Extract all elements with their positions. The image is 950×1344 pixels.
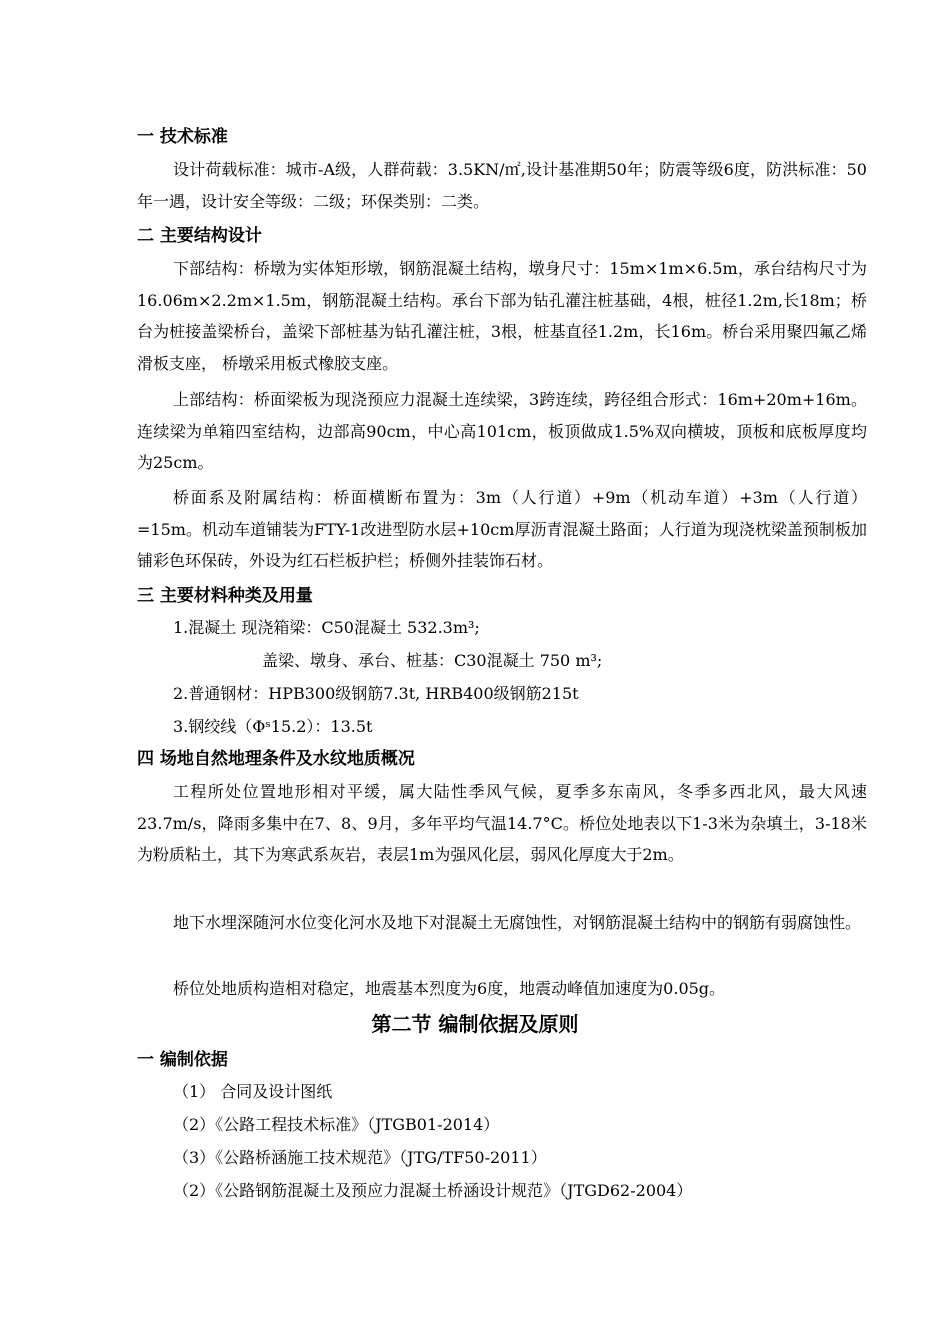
- para-terrain-climate: 工程所处位置地形相对平缓，属大陆性季风气候，夏季多东南风，冬季多西北风，最大风速23.7m/s，降雨多集中在7、8、9月，多年平均气温14.7°C。桥位处地表以下1-3米为杂填土，3-18米为粉质粘土，其下为寒武系灰岩，表层1m为强风化层，弱风化厚度大于2m。: [137, 782, 867, 864]
- basis-item: （2）《公路钢筋混凝土及预应力混凝土桥涵设计规范》（JTGD62-2004）: [173, 1181, 693, 1200]
- basis-item: （3）《公路桥涵施工技术规范》（JTG/TF50-2011）: [173, 1148, 547, 1167]
- basis-item: （1） 合同及设计图纸: [173, 1082, 333, 1101]
- heading-structure-design: 二 主要结构设计: [137, 226, 262, 246]
- para-superstructure: 上部结构：桥面梁板为现浇预应力混凝土连续梁，3跨连续，跨径组合形式：16m+20m+16m。连续梁为单箱四室结构，边部高90cm，中心高101cm，板顶做成1.5%双向横坡，顶板和底板厚度均为25cm。: [137, 390, 867, 472]
- para-design-load: 设计荷载标准：城市-A级，人群荷载：3.5KN/㎡,设计基准期50年；防震等级6度，防洪标准：50年一遇，设计安全等级：二级；环保类别：二类。: [137, 160, 867, 211]
- material-strand: 3.钢绞线（Φˢ15.2）：13.5t: [173, 717, 373, 736]
- material-steel: 2.普通钢材：HPB300级钢筋7.3t, HRB400级钢筋215t: [173, 684, 579, 703]
- heading-tech-standard: 一 技术标准: [137, 127, 228, 147]
- section-title-basis: 第二节 编制依据及原则: [371, 1012, 579, 1036]
- para-groundwater: 地下水埋深随河水位变化河水及地下对混凝土无腐蚀性，对钢筋混凝土结构中的钢筋有弱腐蚀性。: [173, 913, 862, 932]
- material-concrete-c50: 1.混凝土 现浇箱梁：C50混凝土 532.3m³;: [173, 618, 480, 637]
- material-concrete-c30: 盖梁、墩身、承台、桩基：C30混凝土 750 m³;: [262, 651, 603, 670]
- para-substructure: 下部结构：桥墩为实体矩形墩，钢筋混凝土结构，墩身尺寸：15m×1m×6.5m，承台结构尺寸为16.06m×2.2m×1.5m，钢筋混凝土结构。承台下部为钻孔灌注桩基础，4根，桩径1.2m,长18m；桥台为桩接盖梁桥台，盖梁下部桩基为钻孔灌注桩，3根，桩基直径1.2m，长16m。桥台采用聚四氟乙烯滑板支座， 桥墩采用板式橡胶支座。: [137, 259, 867, 373]
- heading-compilation-basis: 一 编制依据: [137, 1050, 228, 1070]
- basis-item: （2）《公路工程技术标准》（JTGB01-2014）: [173, 1115, 500, 1134]
- heading-materials: 三 主要材料种类及用量: [137, 586, 313, 606]
- para-geology: 桥位处地质构造相对稳定，地震基本烈度为6度，地震动峰值加速度为0.05g。: [173, 979, 726, 998]
- para-deck-system: 桥面系及附属结构：桥面横断布置为：3m（人行道）+9m（机动车道）+3m（人行道）=15m。机动车道铺装为FTY-1改进型防水层+10cm厚沥青混凝土路面；人行道为现浇枕梁盖预制板加铺彩色环保砖，外设为红石栏板护栏；桥侧外挂装饰石材。: [137, 488, 867, 570]
- heading-site-conditions: 四 场地自然地理条件及水纹地质概况: [137, 749, 415, 769]
